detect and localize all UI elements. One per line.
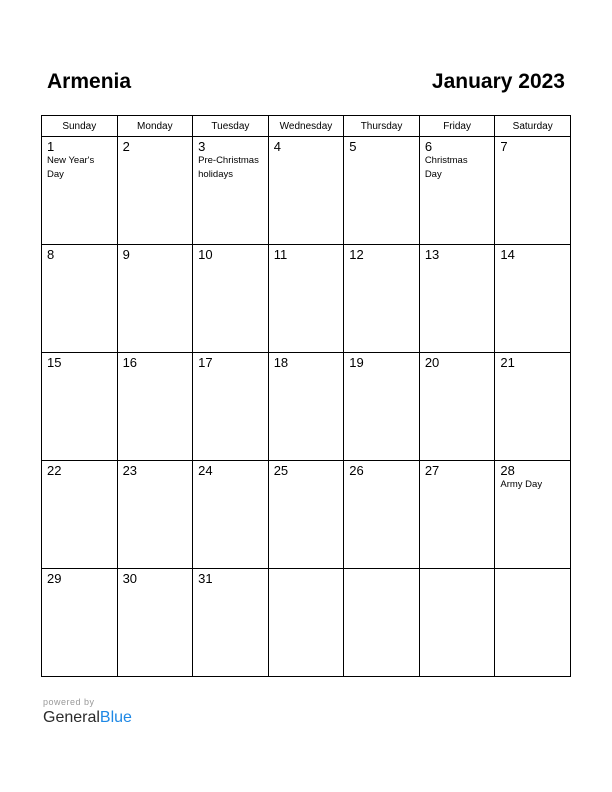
day-cell xyxy=(193,245,269,353)
day-cell xyxy=(344,569,420,677)
day-cell xyxy=(42,137,118,245)
day-number: 12 xyxy=(349,247,364,262)
week-row xyxy=(42,245,571,353)
day-cell xyxy=(193,461,269,569)
day-cell xyxy=(344,461,420,569)
day-cell xyxy=(117,353,193,461)
day-number: 4 xyxy=(273,139,281,154)
day-cell xyxy=(268,461,344,569)
day-cell xyxy=(495,245,571,353)
day-number: 6 xyxy=(424,139,433,154)
day-number: 29 xyxy=(47,571,62,586)
day-number: 26 xyxy=(349,463,364,478)
weekday-header-row xyxy=(42,116,571,137)
day-number: 27 xyxy=(424,463,440,478)
day-cell xyxy=(117,461,193,569)
holiday-label: Pre-Christmas holidays xyxy=(198,155,259,180)
holiday-label: Christmas Day xyxy=(424,155,468,180)
day-cell xyxy=(495,353,571,461)
logo-blue: Blue xyxy=(99,709,132,726)
week-row xyxy=(42,461,571,569)
day-number: 17 xyxy=(198,355,213,370)
footer-branding xyxy=(43,697,132,727)
day-cell xyxy=(42,461,118,569)
day-number: 28 xyxy=(500,463,515,478)
day-number: 19 xyxy=(349,355,364,370)
day-cell xyxy=(419,569,495,677)
day-number: 30 xyxy=(122,571,138,586)
day-cell xyxy=(42,569,118,677)
day-cell xyxy=(117,569,193,677)
day-cell xyxy=(193,137,269,245)
weekday-header: Friday xyxy=(419,116,495,137)
weekday-header: Thursday xyxy=(344,116,420,137)
day-number: 25 xyxy=(273,463,289,478)
day-number: 14 xyxy=(500,247,515,262)
day-number: 21 xyxy=(500,355,515,370)
weekday-header: Tuesday xyxy=(193,116,269,137)
day-number: 10 xyxy=(198,247,213,262)
day-cell xyxy=(495,461,571,569)
powered-by-text: powered by xyxy=(43,697,95,707)
day-number: 3 xyxy=(198,139,206,154)
day-cell xyxy=(193,569,269,677)
day-number: 24 xyxy=(198,463,213,478)
day-cell xyxy=(419,461,495,569)
day-cell xyxy=(193,353,269,461)
week-row xyxy=(42,137,571,245)
day-number: 1 xyxy=(47,139,55,154)
day-number: 5 xyxy=(349,139,357,154)
day-number: 2 xyxy=(122,139,130,154)
country-title: Armenia xyxy=(47,70,132,93)
day-cell xyxy=(344,353,420,461)
day-number: 31 xyxy=(198,571,213,586)
day-cell xyxy=(268,137,344,245)
day-cell xyxy=(268,569,344,677)
month-year-title: January 2023 xyxy=(431,70,565,93)
weekday-header: Wednesday xyxy=(268,116,344,137)
day-number: 11 xyxy=(273,247,288,262)
logo-general: General xyxy=(43,709,100,726)
day-number: 9 xyxy=(122,247,130,262)
day-number: 16 xyxy=(122,355,138,370)
day-number: 22 xyxy=(47,463,62,478)
day-number: 20 xyxy=(424,355,440,370)
day-cell xyxy=(495,137,571,245)
weekday-header: Saturday xyxy=(495,116,571,137)
day-cell xyxy=(268,353,344,461)
week-row xyxy=(42,353,571,461)
day-cell xyxy=(42,245,118,353)
day-cell xyxy=(117,137,193,245)
day-cell xyxy=(42,353,118,461)
day-number: 18 xyxy=(273,355,289,370)
weekday-header: Sunday xyxy=(42,116,118,137)
day-number: 15 xyxy=(47,355,62,370)
generalblue-logo xyxy=(43,709,132,727)
day-cell xyxy=(419,245,495,353)
day-cell xyxy=(495,569,571,677)
day-number: 8 xyxy=(47,247,55,262)
day-cell xyxy=(344,137,420,245)
calendar-grid xyxy=(41,115,571,677)
weekday-header: Monday xyxy=(117,116,193,137)
day-cell xyxy=(268,245,344,353)
day-number: 7 xyxy=(500,139,508,154)
day-cell xyxy=(419,353,495,461)
day-cell xyxy=(344,245,420,353)
day-cell xyxy=(117,245,193,353)
holiday-label: New Year's Day xyxy=(47,155,95,180)
holiday-label: Army Day xyxy=(500,479,543,490)
day-number: 23 xyxy=(122,463,138,478)
day-cell xyxy=(419,137,495,245)
day-number: 13 xyxy=(424,247,440,262)
week-row xyxy=(42,569,571,677)
